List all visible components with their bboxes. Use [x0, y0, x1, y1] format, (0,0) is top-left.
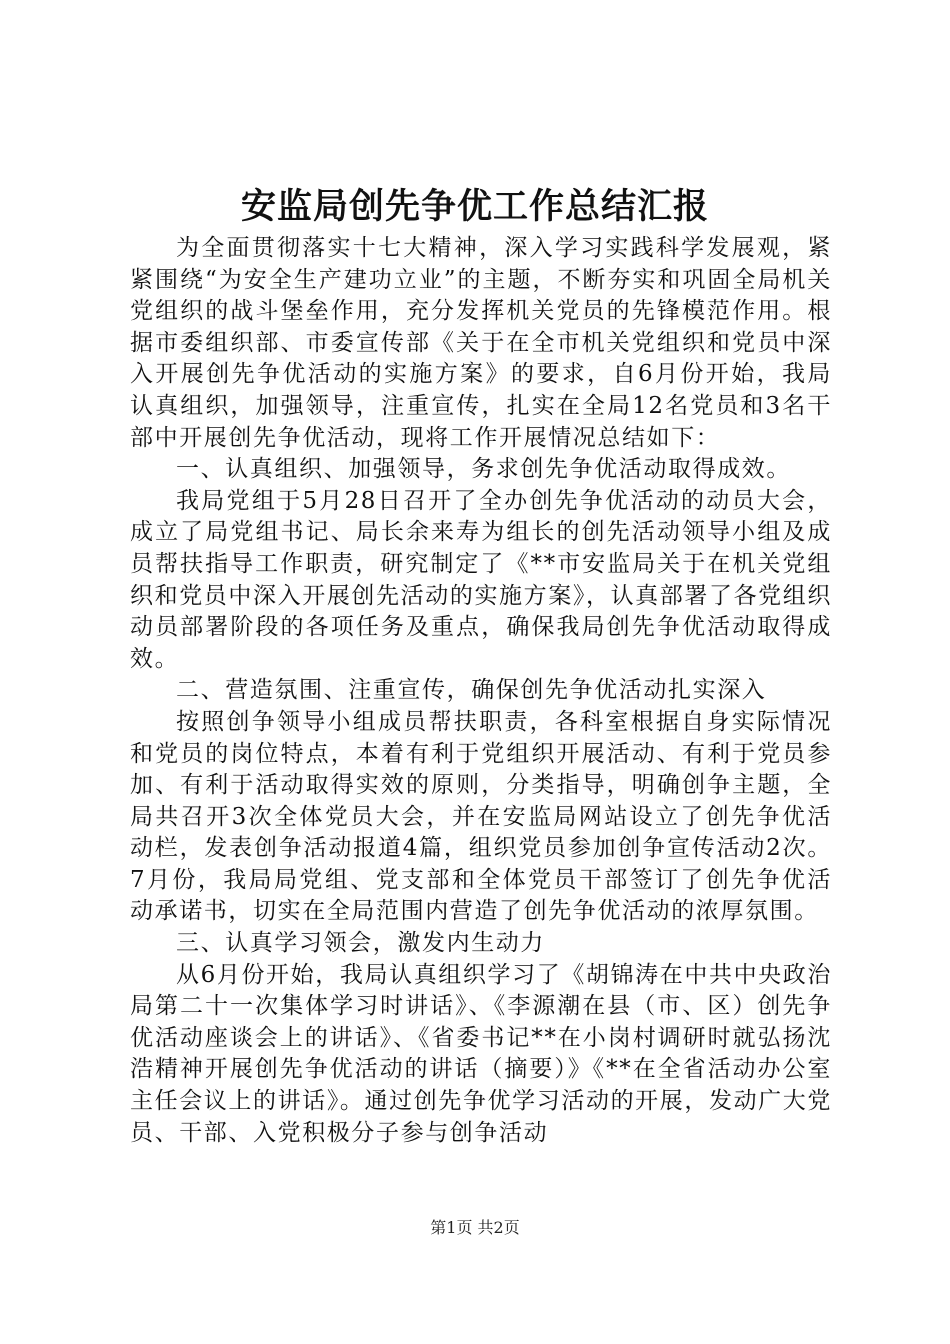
intro-paragraph: 为全面贯彻落实十七大精神，深入学习实践科学发展观，紧紧围绕“为安全生产建功立业”的主题，不断夯实和巩固全局机关党组织的战斗堡垒作用，充分发挥机关党员的先锋模范作用。根据市委组织部、市委宣传部《关于在全市机关党组织和党员中深入开展创先争优活动的实施方案》的要求，自6月份开始，我局认真组织，加强领导，注重宣传，扎实在全局12名党员和3名干部中开展创先争优活动，现将工作开展情况总结如下：	[130, 235, 832, 451]
section-3-paragraph: 从6月份开始，我局认真组织学习了《胡锦涛在中共中央政治局第二十一次集体学习时讲话》、《李源潮在县（市、区）创先争优活动座谈会上的讲话》、《省委书记**在小岗村调研时就弘扬沈浩精神开展创先争优活动的讲话（摘要）》《**在全省活动办公室主任会议上的讲话》。通过创先争优学习活动的开展，发动广大党员、干部、入党积极分子参与创争活动	[130, 961, 832, 1146]
section-heading-3: 三、认真学习领会，激发内生动力	[176, 930, 545, 957]
section-2-paragraph: 按照创争领导小组成员帮扶职责，各科室根据自身实际情况和党员的岗位特点，本着有利于党组织开展活动、有利于党员参加、有利于活动取得实效的原则，分类指导，明确创争主题，全局共召开3次全体党员大会，并在安监局网站设立了创先争优活动栏，发表创争活动报道4篇，组织党员参加创争宣传活动2次。7月份，我局局党组、党支部和全体党员干部签订了创先争优活动承诺书，切实在全局范围内营造了创先争优活动的浓厚氛围。	[130, 708, 832, 925]
document-body	[130, 233, 832, 1149]
section-heading-2: 二、营造氛围、注重宣传，确保创先争优活动扎实深入	[176, 677, 767, 704]
section-heading-1: 一、认真组织、加强领导，务求创先争优活动取得成效。	[176, 456, 791, 483]
document-title: 安监局创先争优工作总结汇报	[240, 186, 709, 227]
page-number-footer: 第1页 共2页	[430, 1218, 520, 1237]
section-1-paragraph: 我局党组于5月28日召开了全办创先争优活动的动员大会，成立了局党组书记、局长余来寿为组长的创先活动领导小组及成员帮扶指导工作职责，研究制定了《**市安监局关于在机关党组织和党员中深入开展创先活动的实施方案》，认真部署了各党组织动员部署阶段的各项任务及重点，确保我局创先争优活动取得成效。	[130, 487, 832, 672]
